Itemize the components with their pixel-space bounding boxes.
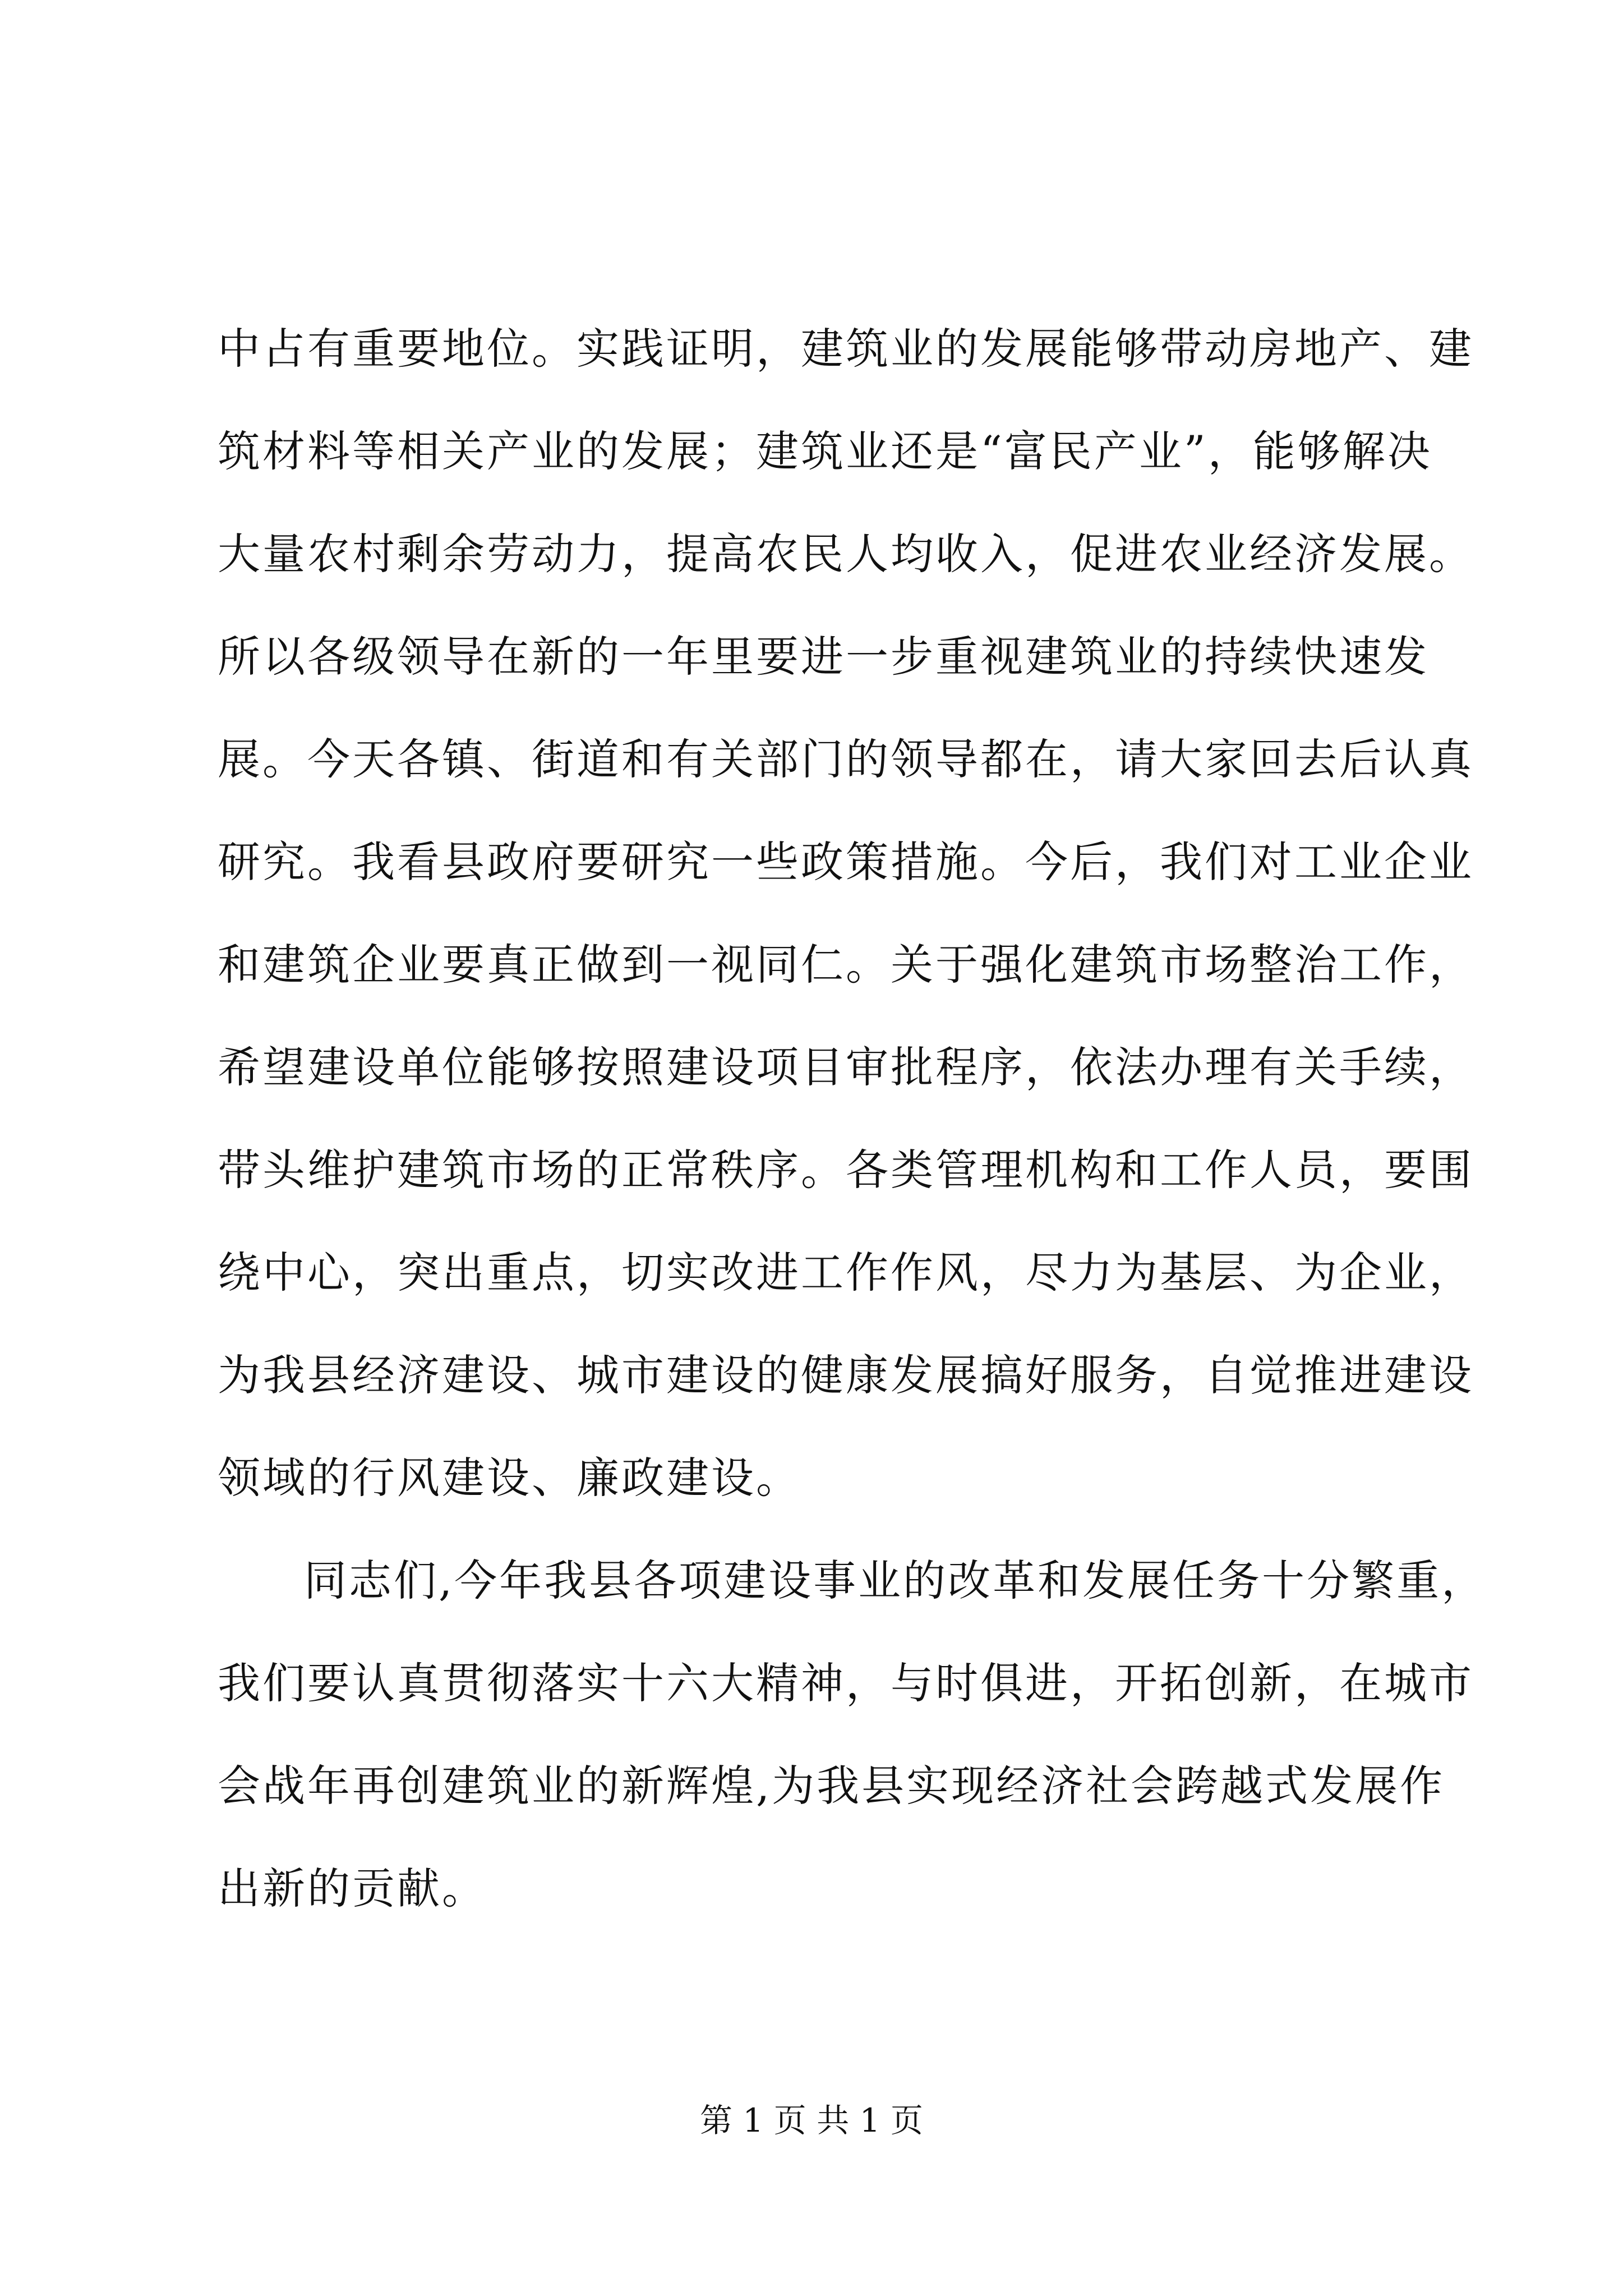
text-line: 和建筑企业要真正做到一视同仁。关于强化建筑市场整治工作，: [218, 940, 1474, 990]
text-line: 出新的贡献。: [218, 1864, 487, 1913]
text-line: 会战年再创建筑业的新辉煌,为我县实现经济社会跨越式发展作: [218, 1761, 1445, 1811]
text-line: 筑材料等相关产业的发展；建筑业还是“富民产业”，能够解决: [218, 426, 1432, 476]
text-line: 为我县经济建设、城市建设的健康发展搞好服务，自觉推进建设: [218, 1350, 1474, 1400]
page-number-footer: 第 1 页 共 1 页: [700, 2101, 923, 2139]
text-line: 中占有重要地位。实践证明，建筑业的发展能够带动房地产、建: [218, 324, 1474, 374]
text-line: 我们要认真贯彻落实十六大精神，与时俱进，开拓创新，在城市: [218, 1658, 1474, 1708]
text-line: 大量农村剩余劳动力，提高农民人均收入，促进农业经济发展。: [218, 529, 1474, 579]
text-line: 所以各级领导在新的一年里要进一步重视建筑业的持续快速发: [218, 632, 1429, 682]
text-line: 同志们,今年我县各项建设事业的改革和发展任务十分繁重，: [304, 1556, 1487, 1605]
text-line: 绕中心，突出重点，切实改进工作作风，尽力为基层、为企业，: [218, 1248, 1474, 1297]
text-line: 领域的行风建设、廉政建设。: [218, 1453, 801, 1503]
text-line: 展。今天各镇、街道和有关部门的领导都在，请大家回去后认真: [218, 734, 1474, 784]
text-line: 希望建设单位能够按照建设项目审批程序，依法办理有关手续，: [218, 1042, 1474, 1092]
body-text: [218, 297, 1487, 1940]
text-line: 带头维护建筑市场的正常秩序。各类管理机构和工作人员，要围: [218, 1145, 1474, 1195]
text-line: 研究。我看县政府要研究一些政策措施。今后，我们对工业企业: [218, 837, 1474, 887]
